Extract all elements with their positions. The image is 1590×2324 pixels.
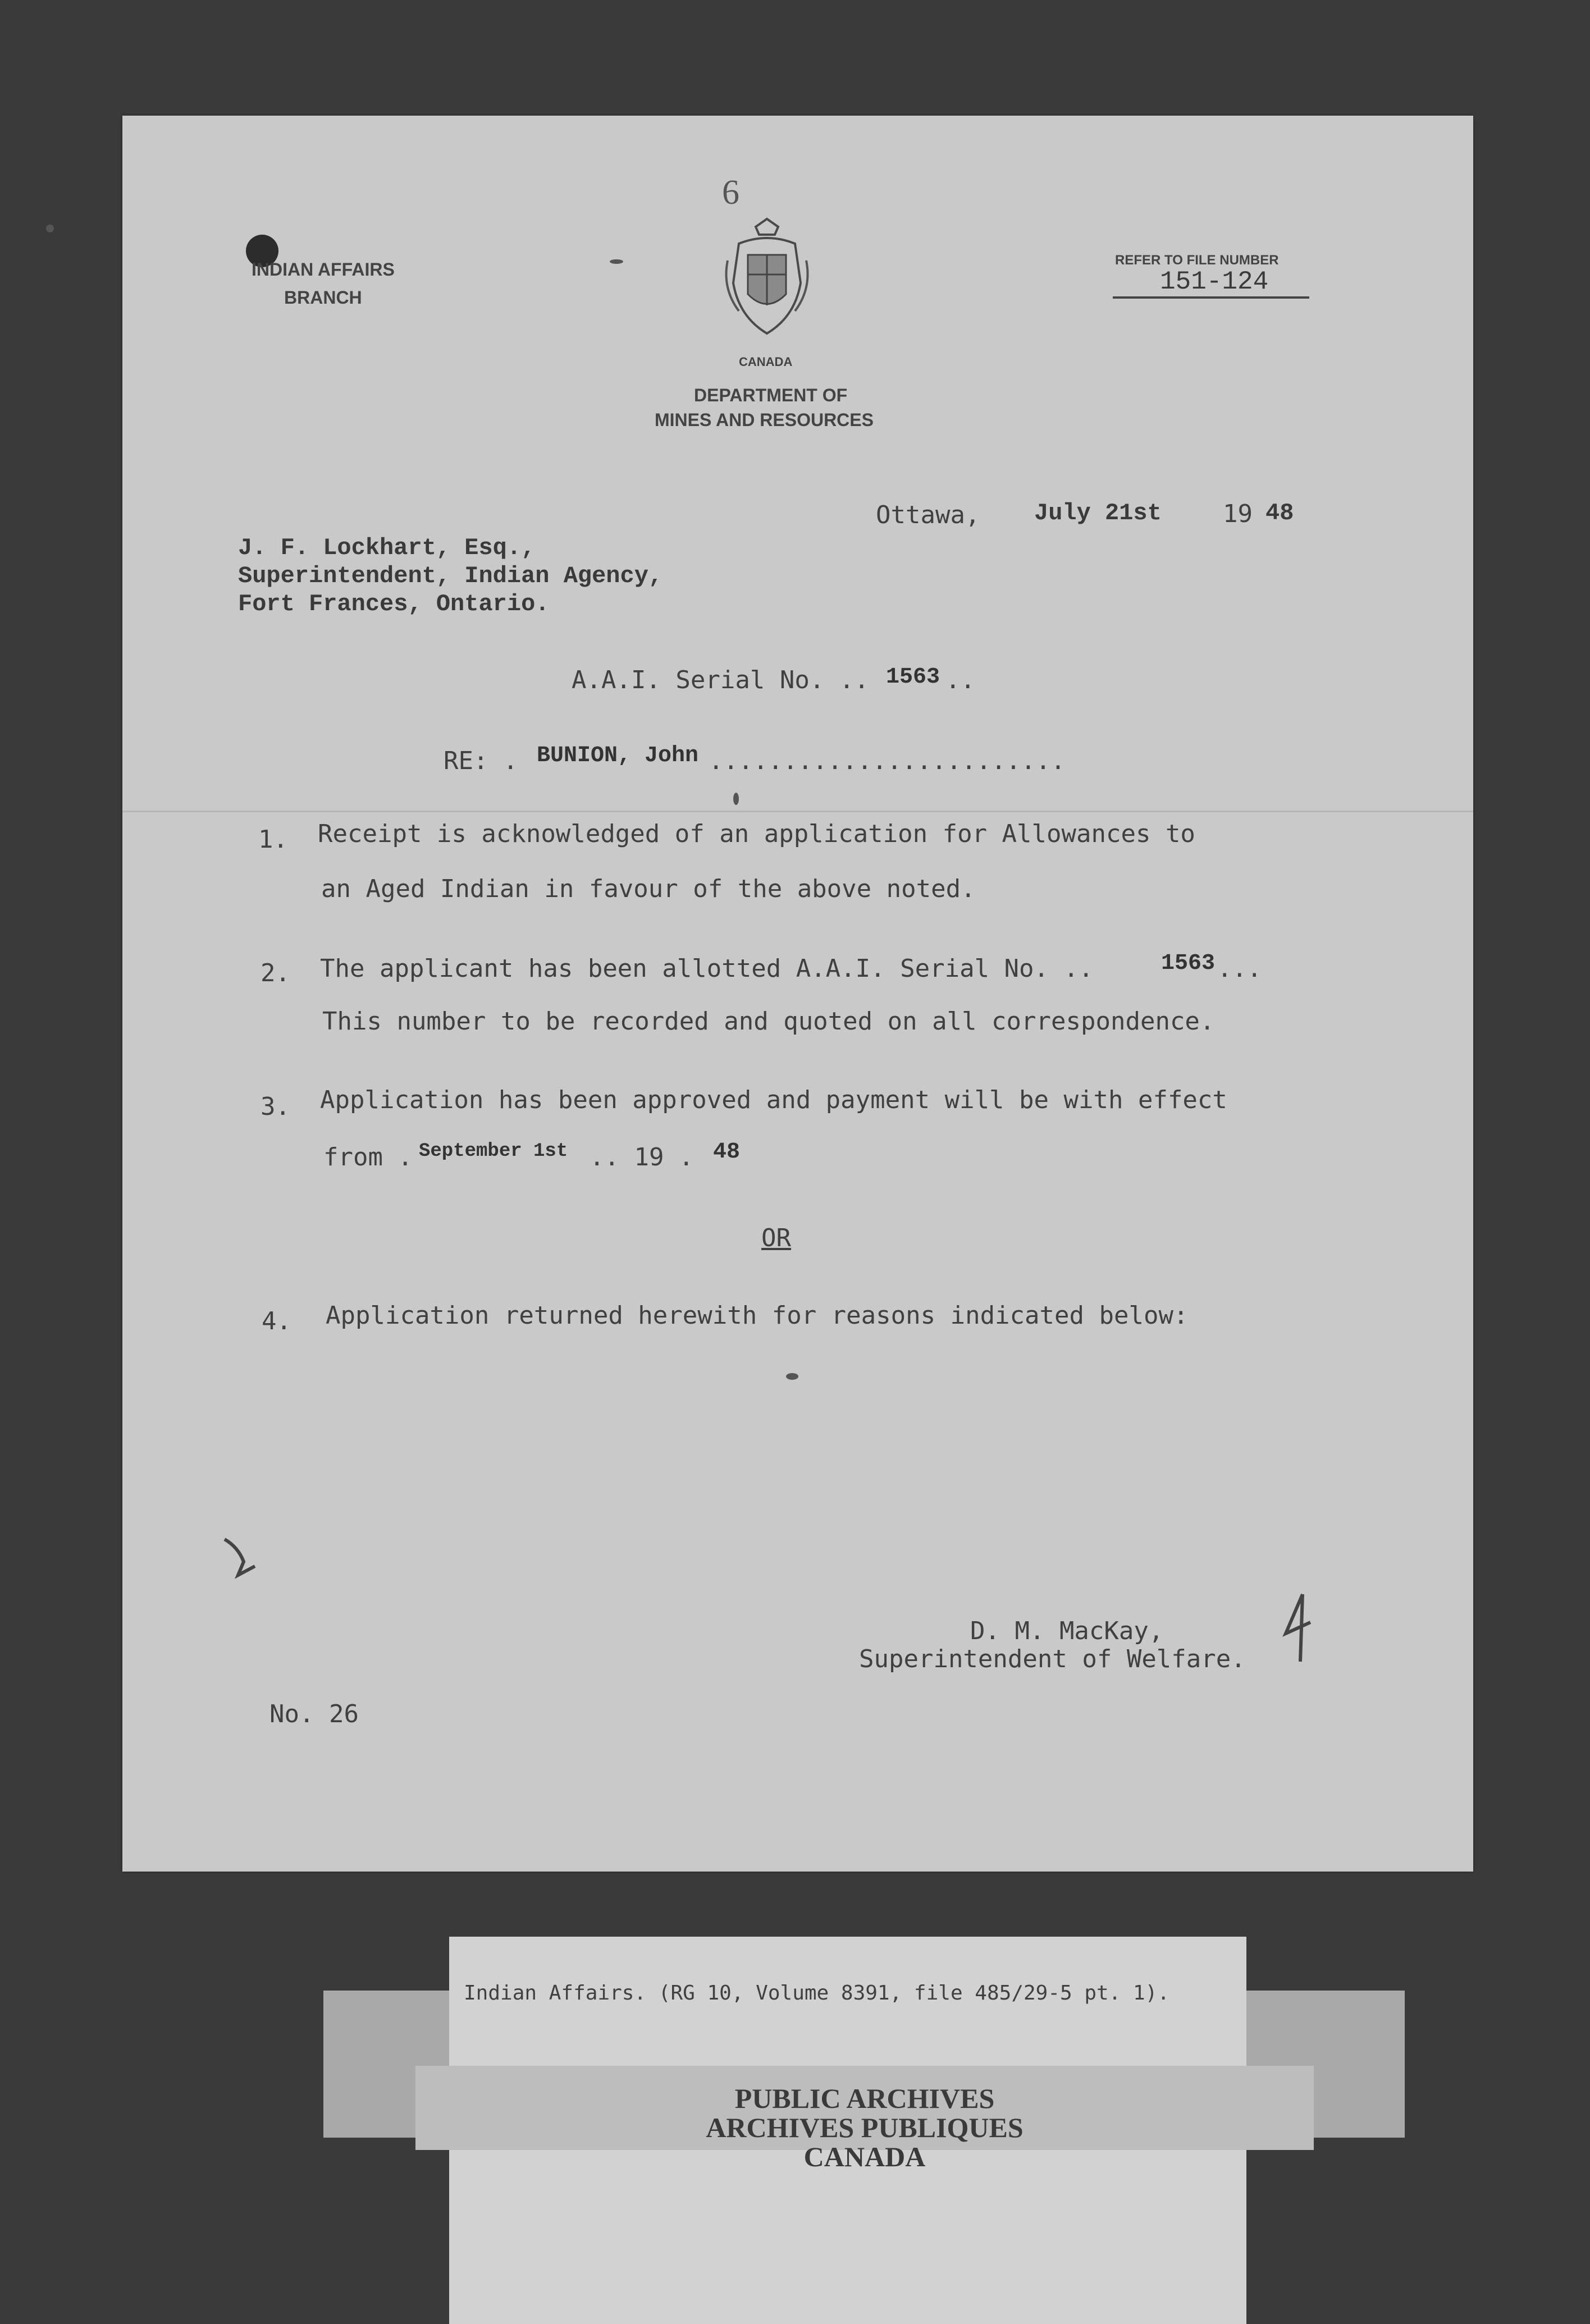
archives-stamp [595,2084,1134,2171]
signature-title: Superintendent of Welfare. [859,1645,1246,1673]
archives-stamp-line2: ARCHIVES PUBLIQUES [706,2112,1024,2143]
form-number: No. 26 [269,1700,359,1728]
refer-to-file-label: REFER TO FILE NUMBER [1115,253,1279,268]
item3-line1: Application has been approved and payment will be with effect [320,1086,1227,1114]
speck [610,259,623,264]
file-number: 151-124 [1160,267,1269,296]
item2-number: 2. [261,959,290,987]
serial-label: A.A.I. Serial No. .. [572,666,869,694]
item3-year: 48 [713,1140,741,1165]
item3-line2-prefix: from . [323,1143,413,1172]
file-number-underline [1113,296,1309,299]
item2-serial-value: 1563 [1161,951,1216,976]
re-label: RE: . [444,747,518,775]
department-line1: DEPARTMENT OF [694,385,848,405]
item3-line2-mid: .. 19 . [590,1143,694,1172]
re-dots: ........................ [709,747,1066,775]
country-label: CANADA [739,355,793,369]
branch-line1: INDIAN AFFAIRS [252,259,395,280]
addressee-line1: J. F. Lockhart, Esq., [238,534,536,561]
addressee-line2: Superintendent, Indian Agency, [238,562,663,589]
serial-value: 1563 [886,665,940,690]
margin-check-mark [221,1536,266,1583]
date-day: July 21st [1034,500,1162,527]
archives-stamp-line3: CANADA [803,2141,926,2172]
page-mark: 6 [722,173,739,212]
date-city: Ottawa, [876,501,980,529]
department-line2: MINES AND RESOURCES [655,410,874,430]
item3-effective-date: September 1st [419,1141,568,1162]
document-page [122,116,1473,1872]
item1-line2: an Aged Indian in favour of the above noted. [321,875,976,903]
item3-number: 3. [261,1092,290,1121]
initials-mark [1274,1589,1319,1669]
addressee-line3: Fort Frances, Ontario. [238,591,550,617]
item4-line1: Application returned herewith for reasons indicated below: [326,1301,1189,1330]
item4-number: 4. [262,1307,291,1335]
speck [786,1373,798,1380]
re-value: BUNION, John [537,743,699,768]
signature-name: D. M. MacKay, [970,1617,1164,1645]
date-year-prefix: 19 [1223,500,1253,528]
serial-trail: .. [945,666,975,694]
source-label: Indian Affairs. (RG 10, Volume 8391, file 485/29-5 pt. 1). [464,1982,1170,2005]
speck [733,793,739,805]
item2-line1-suffix: ... [1217,954,1262,983]
item2-line1-prefix: The applicant has been allotted A.A.I. Serial No. .. [320,954,1094,983]
speck [46,225,54,232]
or-separator: OR [761,1224,791,1252]
item1-number: 1. [258,825,288,854]
coat-of-arms-icon [716,216,817,341]
fold-line [122,811,1473,812]
date-year-suffix: 48 [1265,500,1294,527]
item2-line2: This number to be recorded and quoted on all correspondence. [322,1007,1215,1036]
branch-line2: BRANCH [284,287,362,308]
archives-stamp-line1: PUBLIC ARCHIVES [734,2083,995,2114]
item1-line1: Receipt is acknowledged of an application for Allowances to [318,820,1195,848]
